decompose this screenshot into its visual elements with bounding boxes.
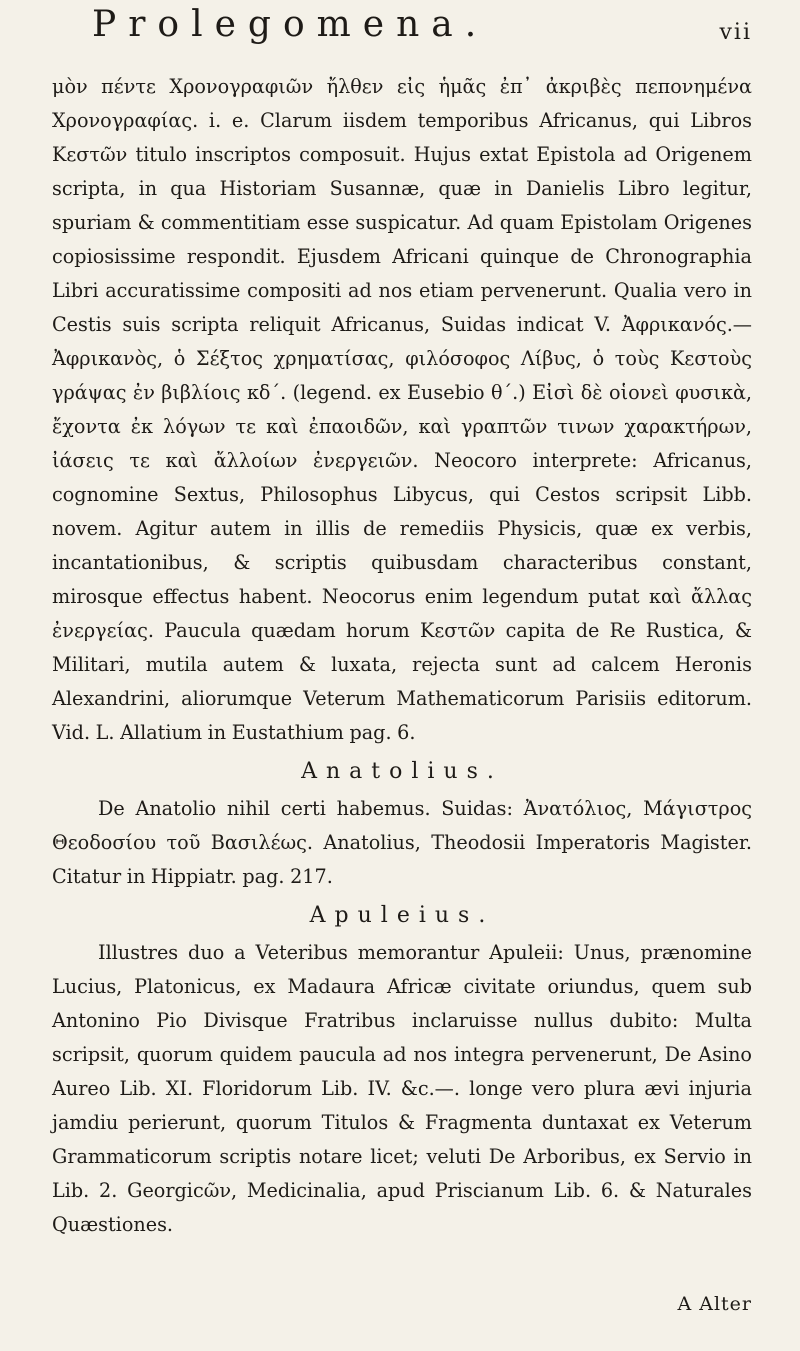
page-number: vii <box>719 20 752 45</box>
running-title: Prolegomena. <box>92 4 489 45</box>
running-head <box>52 0 752 70</box>
body-text <box>52 70 752 1242</box>
catchword: A Alter <box>677 1293 752 1315</box>
paragraph-anatolius: De Anatolio nihil certi habemus. Suidas: Ἀνατόλιος, Μάγιστρος Θεοδοσίου τοῦ Βασιλέως. Anatolius, Theodosii Imperatoris Magister. Citatur in Hippiatr. pag. 217. <box>52 797 752 888</box>
paragraph-africanus: μὸν πέντε Χρονογραφιῶν ἤλθεν εἰς ἡμᾶς ἐπ᾿ ἀκριβὲς πεπονημένα Χρονογραφίας. i. e. Clarum iisdem temporibus Africanus, qui Libros Κεστῶν titulo inscriptos composuit. Hujus extat Epistola ad Origenem scripta, in qua Historiam Susannæ, quæ in Danielis Libro legitur, spuriam & commentitiam esse suspicatur. Ad quam Epistolam Origenes copiosissime respondit. Ejusdem Africani quinque de Chronographia Libri accuratissime compositi ad nos etiam pervenerunt. Qualia vero in Cestis suis scripta reliquit Africanus, Suidas indicat V. Ἀφρικανός.— Ἀφρικανὸς, ὁ Σέξτος χρηματίσας, φιλόσοφος Λίβυς, ὁ τοὺς Κεστοὺς γράψας ἐν βιβλίοις κδ΄. (legend. ex Eusebio θ΄.) Εἰσὶ δὲ οἱονεὶ φυσικὰ, ἔχοντα ἐκ λόγων τε καὶ ἐπαοιδῶν, καὶ γραπτῶν τινων χαρακτήρων, ἰάσεις τε καὶ ἄλλοίων ἐνεργειῶν. Neocoro interprete: Africanus, cognomine Sextus, Philosophus Libycus, qui Cestos scripsit Libb. novem. Agitur autem in illis de remediis Physicis, quæ ex verbis, incantationibus, & scriptis quibusdam characteribus constant, mirosque effectus habent. Neocorus enim legendum putat καὶ ἄλλας ἐνεργείας. Paucula quædam horum Κεστῶν capita de Re Rustica, & Militari, mutila autem & luxata, rejecta sunt ad calcem Heronis Alexandrini, aliorumque Veterum Mathematicorum Parisiis editorum. Vid. L. Allatium in Eustathium pag. 6. <box>52 75 752 744</box>
section-heading-anatolius: Anatolius. <box>301 759 503 784</box>
section-heading-apuleius: Apuleius. <box>309 903 495 928</box>
paragraph-apuleius: Illustres duo a Veteribus memorantur Apuleii: Unus, prænomine Lucius, Platonicus, ex Madaura Africæ civitate oriundus, quem sub Antonino Pio Divisque Fratribus inclaruisse nullus dubito: Multa scripsit, quorum quidem paucula ad nos integra pervenerunt, De Asino Aureo Lib. XI. Floridorum Lib. IV. &c.—. longe vero plura ævi injuria jamdiu perierunt, quorum Titulos & Fragmenta duntaxat ex Veterum Grammaticorum scriptis notare licet; veluti De Arboribus, ex Servio in Lib. 2. Georgicῶν, Medicinalia, apud Priscianum Lib. 6. & Naturales Quæstiones. <box>52 941 752 1236</box>
